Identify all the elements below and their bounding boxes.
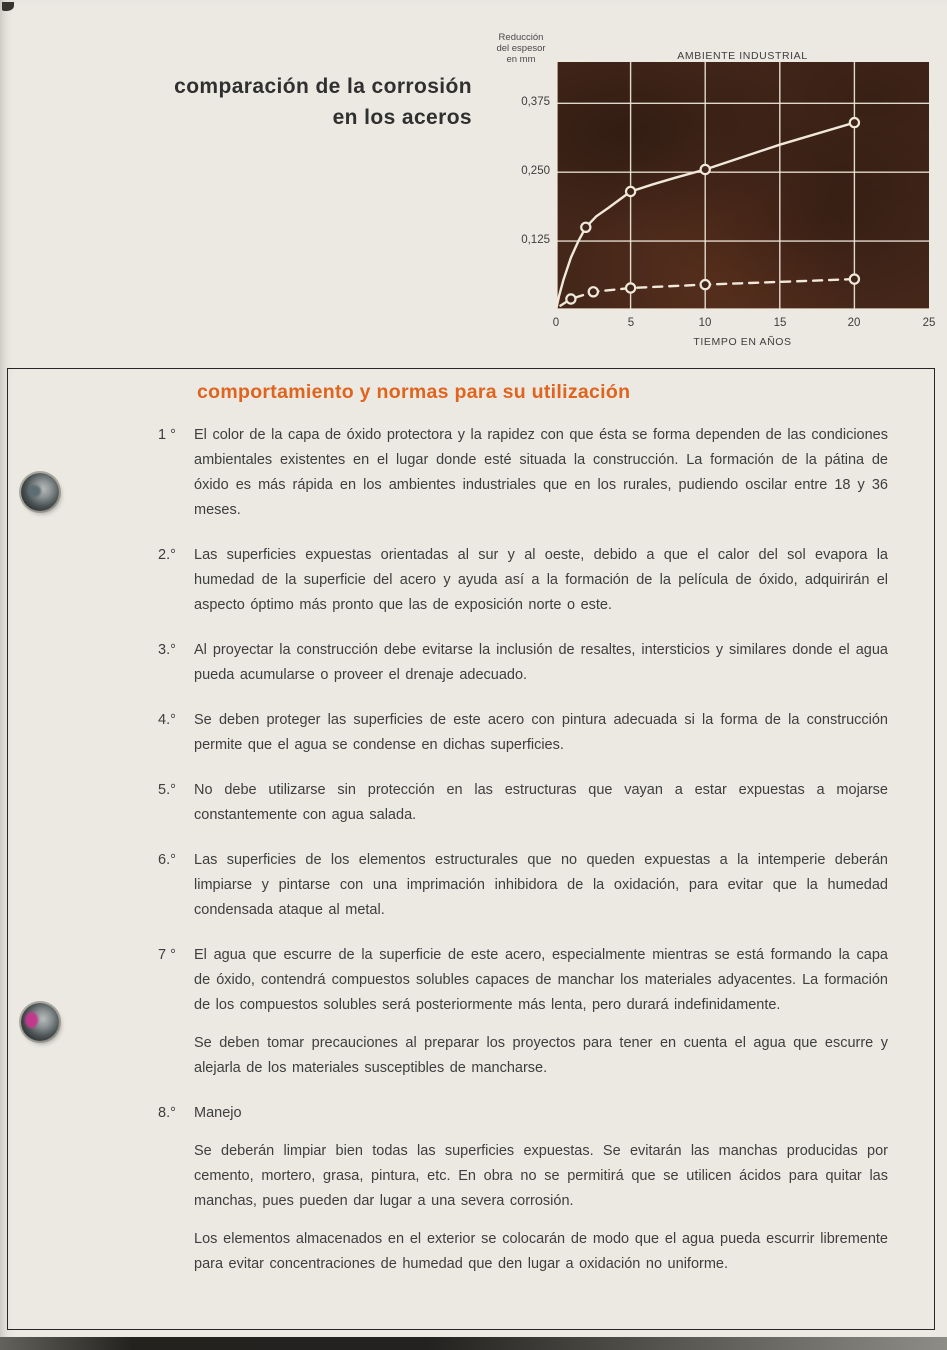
corrosion-chart: [488, 30, 940, 352]
list-item: [158, 423, 888, 523]
x-tick-0: 0: [552, 317, 560, 329]
data-marker: [701, 280, 710, 289]
section-heading: comportamiento y normas para su utilización: [197, 381, 631, 403]
x-tick-10: 10: [698, 317, 712, 329]
chart-title: AMBIENTE INDUSTRIAL: [677, 50, 808, 62]
paragraph: El agua que escurre de la superficie de este acero, especialmente mientras se está formando la capa de óxido, contendrá compuestos solubles capaces de manchar los materiales adyacentes. La formación de los compuestos solubles será posteriormente más lenta, pero durará indefinidamente.: [194, 947, 888, 1013]
data-marker: [566, 294, 575, 303]
page-title-line-2: en los aceros: [332, 106, 472, 130]
item-text: [194, 638, 888, 688]
item-text: [194, 848, 888, 923]
y-tick-0250: 0,250: [521, 165, 550, 177]
list-item: [158, 848, 888, 923]
scan-artifact: [2, 2, 14, 11]
paragraph: Las superficies de los elementos estructurales que no queden expuestas a la intemperie deberán limpiarse y pintarse con una imprimación inhibidora de la oxidación, para evitar que la humedad condensada ataque al metal.: [194, 852, 888, 918]
paragraph: Al proyectar la construcción debe evitarse la inclusión de resaltes, intersticios y similares donde el agua pueda acumularse o proveer el drenaje adecuado.: [194, 642, 888, 683]
item-text: [194, 943, 888, 1081]
item-number: 5.°: [158, 782, 176, 798]
y-tick-0375: 0,375: [521, 96, 550, 108]
item-text: [194, 778, 888, 828]
data-marker: [850, 275, 859, 284]
chart-plot-svg: [556, 62, 929, 310]
paragraph: Los elementos almacenados en el exterior se colocarán de modo que el agua pueda escurrir libremente para evitar concentraciones de humedad que den lugar a oxidación no uniforme.: [194, 1231, 888, 1272]
item-text: [194, 423, 888, 523]
x-tick-15: 15: [773, 317, 787, 329]
data-marker: [589, 287, 598, 296]
rules-box: [7, 368, 935, 1330]
item-text: [194, 708, 888, 758]
list-item: [158, 638, 888, 688]
item-text: [194, 543, 888, 618]
item-number: 1 °: [158, 427, 176, 443]
rules-list: [158, 423, 888, 1277]
hole-punch: [21, 1003, 59, 1041]
chart-plot-area: [556, 62, 929, 310]
list-item: [158, 943, 888, 1081]
item-number: 3.°: [158, 642, 176, 658]
list-item: [158, 778, 888, 828]
paragraph: Manejo: [194, 1105, 242, 1121]
data-marker: [581, 223, 590, 232]
page-title: [110, 71, 472, 133]
hole-punch-highlight: [28, 485, 41, 497]
hole-punch-highlight: [25, 1012, 38, 1028]
item-number: 6.°: [158, 852, 176, 868]
list-item: [158, 1101, 888, 1277]
x-tick-20: 20: [847, 317, 861, 329]
chart-x-axis-label: TIEMPO EN AÑOS: [693, 336, 792, 348]
paragraph: Se deberán limpiar bien todas las superficies expuestas. Se evitarán las manchas producidas por cemento, mortero, grasa, pintura, etc. En obra no se permitirá que se utilicen ácidos para quitar las manchas, pues pueden dar lugar a una severa corrosión.: [194, 1143, 888, 1209]
paragraph: Las superficies expuestas orientadas al sur y al oeste, debido a que el calor del sol evapora la humedad de la superficie del acero y ayuda así a la formación de la película de óxido, adquirirán el aspecto óptimo más pronto que las de exposición norte o este.: [194, 547, 888, 613]
item-number: 2.°: [158, 547, 176, 563]
paragraph: Se deben proteger las superficies de este acero con pintura adecuada si la forma de la construcción permite que el agua se condense en dichas superficies.: [194, 712, 888, 753]
data-marker: [626, 283, 635, 292]
data-marker: [701, 165, 710, 174]
paragraph: No debe utilizarse sin protección en las estructuras que vayan a estar expuestas a mojarse constantemente con agua salada.: [194, 782, 888, 823]
list-item: [158, 543, 888, 618]
item-number: 8.°: [158, 1105, 176, 1121]
data-marker: [626, 187, 635, 196]
item-text: [194, 1101, 888, 1277]
x-tick-5: 5: [627, 317, 635, 329]
item-number: 4.°: [158, 712, 176, 728]
chart-y-axis-label: Reducción del espesor en mm: [496, 32, 546, 65]
item-number: 7 °: [158, 947, 176, 963]
paragraph: Se deben tomar precauciones al preparar los proyectos para tener en cuenta el agua que escurre y alejarla de los materiales susceptibles de mancharse.: [194, 1035, 888, 1076]
scan-edge: [0, 1337, 947, 1350]
paragraph: El color de la capa de óxido protectora y la rapidez con que ésta se forma dependen de las condiciones ambientales existentes en el lugar donde esté situada la construcción. La formación de la pátina de óxido es más rápida en los ambientes industriales que en los rurales, pudiendo oscilar entre 18 y 36 meses.: [194, 427, 888, 518]
hole-punch: [21, 473, 59, 511]
page-title-line-1: comparación de la corrosión: [174, 75, 472, 99]
list-item: [158, 708, 888, 758]
data-marker: [850, 118, 859, 127]
x-tick-25: 25: [922, 317, 936, 329]
y-tick-0125: 0,125: [521, 234, 550, 246]
